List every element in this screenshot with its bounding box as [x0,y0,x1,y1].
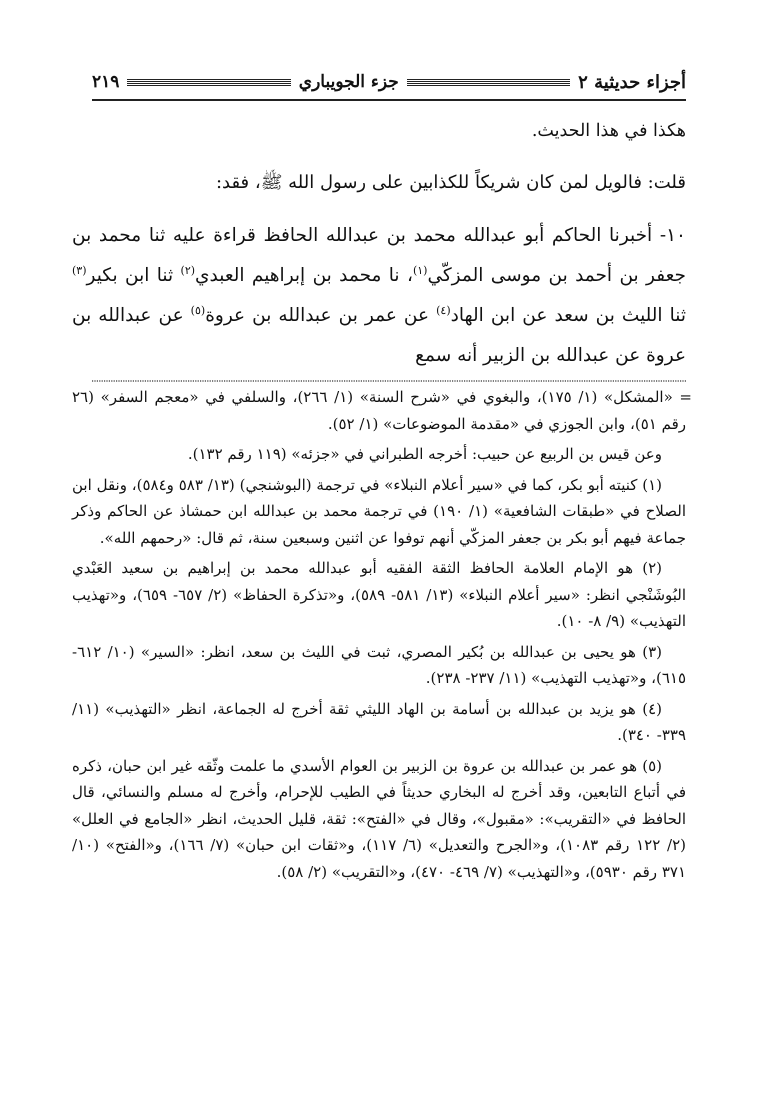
footnote-2: (٢) هو الإمام العلامة الحافظ الثقة الفقيه أبو عبدالله محمد بن إبراهيم بن سعيد العَبْدي البُوشَنْجي انظر: «سير أعلام النبلاء» (١٣/ ٥٨١- ٥٨٩)، و«تذكرة الحفاظ» (٢/ ٦٥٧- ٦٥٩)، و«تهذيب التهذيب» (٩/ ٨- ١٠). [72,559,687,630]
hadith-text-7: عن عمر بن [338,305,437,326]
header-underline [92,99,686,101]
footnote-ref-1[interactable]: (١) [412,263,428,277]
main-text [72,112,686,376]
hadith-text-9: عن عبدالله بن عروة عن عبدالله بن الزبير أنه سمع [72,305,686,366]
hadith-text-3: ، نا محمد بن إبراهيم [251,265,413,286]
footnote-3: (٣) هو يحيى بن عبدالله بن بُكير المصري، ثبت في الليث بن سعد، انظر: «السير» (١٠/ ٦١٢- ٦١٥)، و«تهذيب التهذيب» (١١/ ٢٣٧- ٢٣٨). [72,642,686,687]
footnote-ref-5[interactable]: (٥) [190,303,206,317]
hadith-text-4: العبدي [195,265,245,286]
header-book-title: جزء الجويباري [298,72,399,92]
footnote-ref-4[interactable]: (٤) [436,303,451,317]
page-number: ٢١٩ [91,72,120,92]
footnote-qais: وعن قيس بن الربيع عن حبيب: أخرجه الطبراني في «جزئه» (١١٩ رقم ١٣٢). [187,445,662,463]
footnote-5: (٥) هو عمر بن عبدالله بن عروة بن الزبير بن العوام الأسدي ما علمت وثّقه غير ابن حبان، ذكره في أتباع التابعين، وقد أخرج له البخاري حديثاً في الطيب للإحرام، وأخرج له مسلم والنسائي، قال الحافظ في «التقريب»: «مقبول»، وقال في «الفتح»: ثقة، قليل الحديث، انظر «الجامع في العلل» (٢/ ١٢٢ رقم ١٠٨٣)، و«الجرح والتعديل» (٦/ ١١٧)، و«ثقات ابن حبان» (٧/ ١٦٦)، و«الفتح» (١٠/ ٣٧١ رقم ٥٩٣٠)، و«التهذيب» (٧/ ٤٦٩- ٤٧٠)، و«التقريب» (٢/ ٥٨). [72,756,686,881]
footnote-4: (٤) هو يزيد بن عبدالله بن أسامة بن الهاد الليثي ثقة أخرج له الجماعة، انظر «التهذيب» (١١/ ٣٣٩- ٣٤٠). [72,699,686,744]
hadith-10 [72,216,686,376]
header-series-title: أجزاء حديثية ٢ [578,71,686,93]
hadith-text-5: ثنا ابن بكير [86,265,181,286]
hadith-text-6: ثنا الليث بن سعد عن ابن الهاد [450,305,686,326]
main-line-1: هكذا في هذا الحديث. [531,121,686,141]
hadith-text-2: محمد بن جعفر بن أحمد بن موسى المزكّي [72,225,686,286]
header-rule-right [407,78,570,86]
hadith-text-8: عبدالله بن عروة [205,305,332,326]
running-header [92,66,686,98]
header-rule-left [127,78,290,86]
footnote-1: (١) كنيته أبو بكر، كما في «سير أعلام النبلاء» في ترجمة (البوشنجي) (١٣/ ٥٨٣ و٥٨٤)، ونقل ابن الصلاح في «طبقات الشافعية» (١/ ١٩٠) في ترجمة محمد بن عبدالله ابن حمشاذ عن الحاكم وذكر جماعة فيهم أبو بكر بن جعفر المزكّي أنهم توفوا عن اثنين وسبعين سنة، ثم قال: «رحمهم الله». [72,475,686,547]
hadith-text-1: ١٠- أخبرنا الحاكم أبو عبدالله محمد بن عبدالله الحافظ قراءة عليه ثنا [148,225,686,246]
footnote-continuation: = «المشكل» (١/ ١٧٥)، والبغوي في «شرح السنة» (١/ ٢٦٦)، والسلفي في «معجم السفر» (٢٦ رقم ٥١)، وابن الجوزي في «مقدمة الموضوعات» (١/ ٥٢). [72,388,692,433]
footnotes [72,384,692,889]
footnote-ref-3[interactable]: (٣) [72,263,87,277]
main-paragraph-2: قلت: فالويل لمن كان شريكاً للكذابين على رسول الله ﷺ، فقد: [215,172,686,193]
footnote-ref-2[interactable]: (٢) [180,263,196,277]
